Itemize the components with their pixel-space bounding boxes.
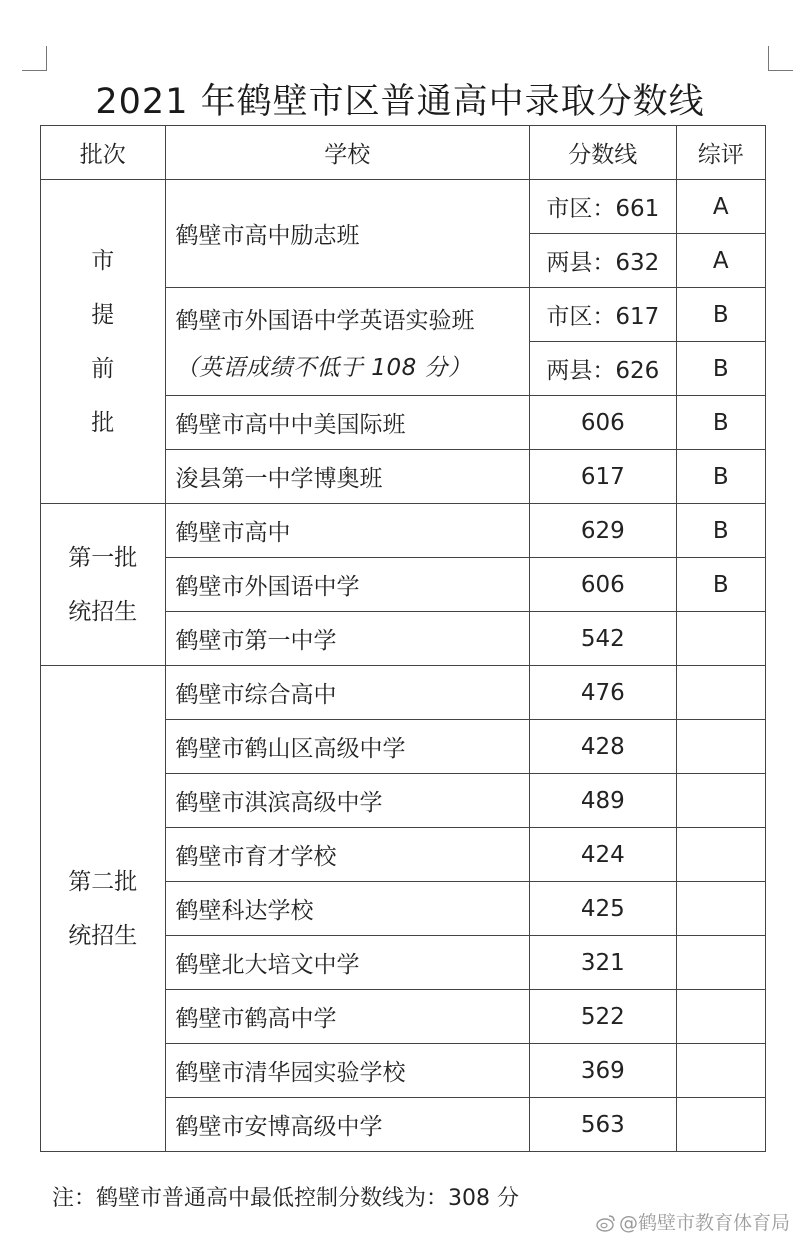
school-name: 鹤壁市淇滨高级中学 [165, 774, 530, 828]
score-value: 606 [530, 396, 677, 450]
page-corner-mark-top-left [22, 46, 47, 71]
school-note: （英语成绩不低于 108 分） [175, 354, 472, 381]
school-name: 鹤壁北大培文中学 [165, 936, 530, 990]
school-name: 鹤壁市高中中美国际班 [165, 396, 530, 450]
grade-value: A [676, 234, 765, 288]
score-value: 369 [530, 1044, 677, 1098]
header-score: 分数线 [530, 126, 677, 180]
header-school: 学校 [165, 126, 530, 180]
score-value: 市区：661 [530, 180, 677, 234]
school-name: 鹤壁市高中 [165, 504, 530, 558]
score-value: 489 [530, 774, 677, 828]
score-value: 424 [530, 828, 677, 882]
grade-value: B [676, 288, 765, 342]
grade-value: B [676, 450, 765, 504]
grade-value: B [676, 504, 765, 558]
grade-value: B [676, 342, 765, 396]
grade-value: B [676, 396, 765, 450]
score-value: 606 [530, 558, 677, 612]
score-value: 476 [530, 666, 677, 720]
grade-value [676, 990, 765, 1044]
school-name: 鹤壁市鹤高中学 [165, 990, 530, 1044]
batch-label-first: 第一批 统招生 [41, 504, 166, 666]
header-grade: 综评 [676, 126, 765, 180]
score-value: 428 [530, 720, 677, 774]
score-value: 市区：617 [530, 288, 677, 342]
batch-label-second: 第二批 统招生 [41, 666, 166, 1152]
grade-value [676, 1098, 765, 1152]
table-row [41, 504, 766, 558]
school-name: 鹤壁市清华园实验学校 [165, 1044, 530, 1098]
school-name: 鹤壁科达学校 [165, 882, 530, 936]
score-value: 542 [530, 612, 677, 666]
grade-value [676, 774, 765, 828]
school-name: 鹤壁市外国语中学英语实验班 （英语成绩不低于 108 分） [165, 288, 530, 396]
score-value: 629 [530, 504, 677, 558]
grade-value [676, 720, 765, 774]
page-corner-mark-top-right [768, 46, 793, 71]
grade-value [676, 882, 765, 936]
school-name: 浚县第一中学博奥班 [165, 450, 530, 504]
footnote: 注：鹤壁市普通高中最低控制分数线为：308 分 [52, 1186, 519, 1211]
weibo-icon [596, 1214, 616, 1237]
table-header-row [41, 126, 766, 180]
grade-value [676, 936, 765, 990]
table-row [41, 180, 766, 234]
school-name: 鹤壁市安博高级中学 [165, 1098, 530, 1152]
grade-value [676, 1044, 765, 1098]
grade-value [676, 666, 765, 720]
grade-value [676, 828, 765, 882]
score-value: 321 [530, 936, 677, 990]
admission-score-table [40, 125, 766, 1152]
score-value: 522 [530, 990, 677, 1044]
score-value: 425 [530, 882, 677, 936]
page-title: 2021 年鹤壁市区普通高中录取分数线 [95, 82, 705, 122]
grade-value: B [676, 558, 765, 612]
school-name: 鹤壁市鹤山区高级中学 [165, 720, 530, 774]
watermark-text: @鹤壁市教育体育局 [619, 1212, 791, 1234]
school-name: 鹤壁市综合高中 [165, 666, 530, 720]
batch-label-early: 市 提 前 批 [41, 180, 166, 504]
school-name: 鹤壁市育才学校 [165, 828, 530, 882]
table-row [41, 666, 766, 720]
school-name: 鹤壁市高中励志班 [165, 180, 530, 288]
grade-value [676, 612, 765, 666]
school-name: 鹤壁市外国语中学 [165, 558, 530, 612]
grade-value: A [676, 180, 765, 234]
school-name: 鹤壁市第一中学 [165, 612, 530, 666]
score-value: 617 [530, 450, 677, 504]
score-value: 两县：626 [530, 342, 677, 396]
score-value: 两县：632 [530, 234, 677, 288]
score-value: 563 [530, 1098, 677, 1152]
header-batch: 批次 [41, 126, 166, 180]
weibo-watermark [596, 1208, 790, 1237]
